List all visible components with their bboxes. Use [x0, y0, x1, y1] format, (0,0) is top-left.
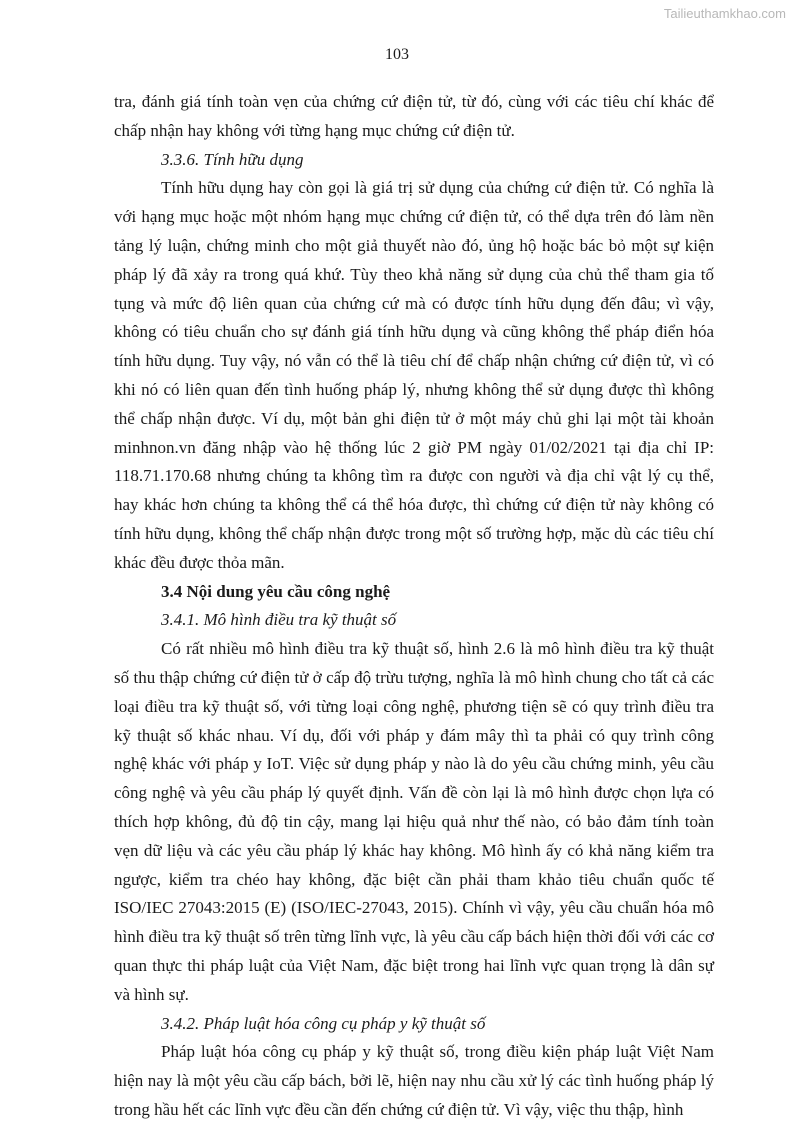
heading-3-4: 3.4 Nội dung yêu cầu công nghệ	[161, 581, 391, 601]
paragraph-continuation: tra, đánh giá tính toàn vẹn của chứng cứ điện tử, từ đó, cùng với các tiêu chí khác để chấp nhận hay không với từng hạng mục chứng cứ điện tử.	[114, 92, 714, 140]
watermark-text: Tailieuthamkhao.com	[663, 6, 786, 21]
paragraph-forensic-model: Có rất nhiều mô hình điều tra kỹ thuật số, hình 2.6 là mô hình điều tra kỹ thuật số thu thập chứng cứ điện tử ở cấp độ trừu tượng, nghĩa là mô hình chung cho tất cả các loại điều tra kỹ thuật số, với từng loại công nghệ, phương tiện sẽ có quy trình điều tra kỹ thuật số khác nhau. Ví dụ, đối với pháp y đám mây thì ta phải có quy trình công nghệ khác với pháp y IoT. Việc sử dụng pháp y nào là do yêu cầu chứng minh, yêu cầu công nghệ và yêu cầu pháp lý quyết định. Vấn đề còn lại là mô hình được chọn lựa có thích hợp không, đủ độ tin cậy, mang lại hiệu quả như thế nào, có bảo đảm tính toàn vẹn dữ liệu và các yêu cầu pháp lý khác hay không. Mô hình ấy có khả năng kiểm tra ngược, kiểm tra chéo hay không, đặc biệt cần phải tham khảo tiêu chuẩn quốc tế ISO/IEC 27043:2015 (E) (ISO/IEC-27043, 2015). Chính vì vậy, yêu cầu chuẩn hóa mô hình điều tra kỹ thuật số trên từng lĩnh vực, là yêu cầu cấp bách hiện thời đối với các cơ quan thực thi pháp luật của Việt Nam, đặc biệt trong hai lĩnh vực quan trọng là dân sự và hình sự.	[114, 639, 714, 1004]
paragraph-usefulness: Tính hữu dụng hay còn gọi là giá trị sử dụng của chứng cứ điện tử. Có nghĩa là với hạng mục hoặc một nhóm hạng mục chứng cứ điện tử, có thể dựa trên đó làm nền tảng lý luận, chứng minh cho một giả thuyết nào đó, ủng hộ hoặc bác bỏ một sự kiện pháp lý đã xảy ra trong quá khứ. Tùy theo khả năng sử dụng của chủ thể tham gia tố tụng và mức độ liên quan của chứng cứ mà có được tính hữu dụng đến đâu; vì vậy, không có tiêu chuẩn cho sự đánh giá tính hữu dụng và cũng không thể pháp điển hóa tính hữu dụng. Tuy vậy, nó vẫn có thể là tiêu chí để chấp nhận chứng cứ điện tử, vì có khi nó có liên quan đến tình huống pháp lý, nhưng không thể sử dụng được thì không thể chấp nhận được. Ví dụ, một bản ghi điện tử ở một máy chủ ghi lại một tài khoản minhnon.vn đăng nhập vào hệ thống lúc 2 giờ PM ngày 01/02/2021 tại địa chỉ IP: 118.71.170.68 nhưng chúng ta không tìm ra được con người và địa chỉ vật lý cụ thể, hay khác hơn chúng ta không thể cá thể hóa được, thì chứng cứ điện tử này không có tính hữu dụng, không thể chấp nhận được trong một số trường hợp, mặc dù các tiêu chí khác đều được thỏa mãn.	[114, 178, 714, 572]
heading-3-4-2: 3.4.2. Pháp luật hóa công cụ pháp y kỹ thuật số	[161, 1013, 486, 1033]
heading-3-3-6: 3.3.6. Tính hữu dụng	[161, 149, 304, 169]
document-body	[114, 88, 714, 1125]
heading-3-4-1: 3.4.1. Mô hình điều tra kỹ thuật số	[161, 610, 397, 630]
page-number: 103	[385, 46, 409, 63]
paragraph-legalization: Pháp luật hóa công cụ pháp y kỹ thuật số, trong điều kiện pháp luật Việt Nam hiện nay là một yêu cầu cấp bách, bởi lẽ, hiện nay nhu cầu xử lý các tình huống pháp lý trong hầu hết các lĩnh vực đều cần đến chứng cứ điện tử. Vì vậy, việc thu thập, hình	[114, 1042, 714, 1119]
